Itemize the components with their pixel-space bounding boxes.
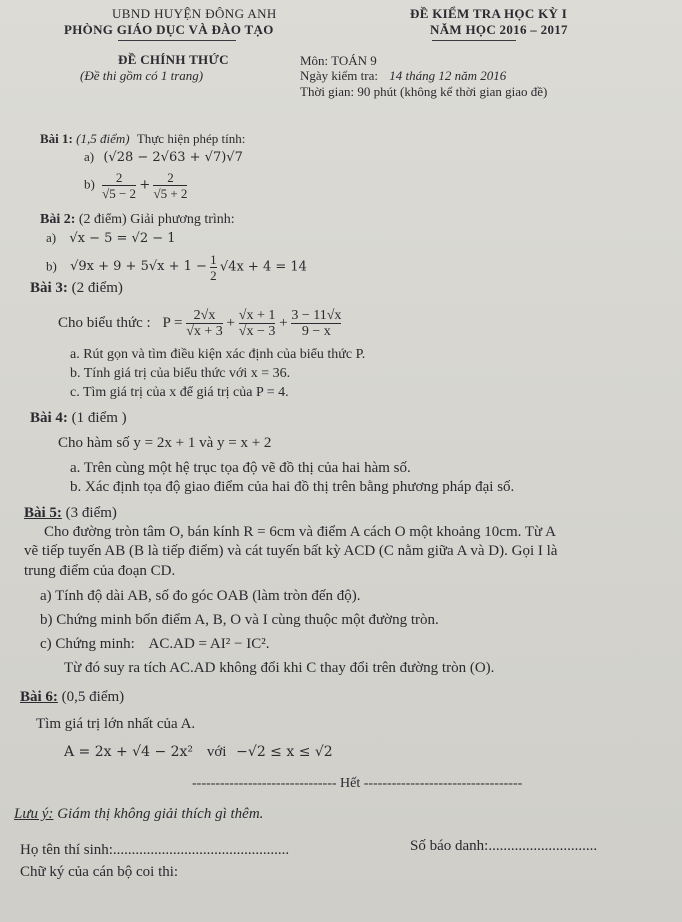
- bai5-title: Bài 5:: [24, 505, 62, 521]
- bai4-a: a. Trên cùng một hệ trục tọa độ vẽ đồ thị của hai hàm số.: [70, 460, 411, 476]
- bai2-b: [46, 252, 307, 283]
- pages-note: (Đề thi gồm có 1 trang): [80, 68, 204, 83]
- bai2-b-label: b): [46, 258, 57, 274]
- bai3-a: a. Rút gọn và tìm điều kiện xác định của biểu thức P.: [70, 347, 366, 362]
- bai1-b-fraction-2: [153, 170, 187, 201]
- bai3-plus-1: +: [226, 314, 236, 331]
- bai6-points: (0,5 điểm): [61, 689, 125, 705]
- bai3-f1-num: 2√x: [193, 308, 216, 323]
- candidate-name-label: Họ tên thí sinh:: [20, 842, 113, 858]
- bai4-heading: [30, 410, 127, 427]
- bai1-points: (1,5 điểm): [76, 131, 130, 146]
- bai1-b: [84, 170, 187, 201]
- bai3-fraction-2: [239, 308, 276, 339]
- bai2-task: Giải phương trình:: [130, 212, 235, 227]
- bai5-c-label: c) Chứng minh:: [40, 636, 135, 652]
- bai1-a-label: a): [84, 149, 95, 164]
- end-marker: [192, 776, 522, 792]
- bai3-f3-den: 9 − x: [291, 323, 341, 339]
- candidate-name: [20, 842, 289, 859]
- candidate-name-blank: ...............................................: [112, 842, 290, 858]
- end-dashes-right: ----------------------------------: [363, 776, 523, 791]
- bai3-b: b. Tính giá trị của biểu thức với x = 36.: [70, 366, 291, 381]
- bai6-cond-label: với: [206, 744, 227, 760]
- bai6-heading: [20, 689, 124, 706]
- proctor-signature: Chữ ký của cán bộ coi thi:: [20, 864, 179, 880]
- bai3-f3-num: 3 − 11√x: [291, 308, 342, 323]
- bai3-given: Cho biểu thức :: [58, 314, 151, 331]
- bai3-points: (2 điểm): [71, 280, 123, 296]
- bai5-heading: [24, 505, 117, 522]
- bai2-points: (2 điểm): [78, 212, 127, 227]
- bai3-expression: [58, 308, 341, 339]
- bai1-b-f1-den: √5 − 2: [102, 186, 137, 201]
- bai3-f2-num: √x + 1: [238, 308, 276, 323]
- bai2-a-label: a): [46, 230, 57, 245]
- student-number: [410, 838, 597, 855]
- bai5-line-1: Cho đường tròn tâm O, bán kính R = 6cm và điểm A cách O một khoảng 10cm. Từ A: [44, 524, 556, 540]
- bai5-c-expr: AC.AD = AI² − IC².: [148, 636, 270, 652]
- end-text: Hết: [340, 776, 361, 791]
- bai2-b-fraction: [210, 252, 217, 283]
- department-underline: [118, 40, 236, 41]
- subject-label: Môn: TOÁN 9: [300, 53, 377, 68]
- bai1-a: [84, 149, 243, 165]
- bai5-b: b) Chứng minh bốn điểm A, B, O và I cùng thuộc một đường tròn.: [40, 612, 439, 628]
- bai1-b-fraction-1: [102, 170, 136, 201]
- bai5-a: a) Tính độ dài AB, số đo góc OAB (làm tròn đến độ).: [40, 588, 361, 604]
- student-number-label: Số báo danh:: [410, 838, 489, 854]
- note-label: Lưu ý:: [14, 806, 54, 822]
- bai1-b-f1-num: 2: [115, 170, 123, 185]
- bai1-b-f2-den: √5 + 2: [153, 186, 188, 201]
- time-note: Thời gian: 90 phút (không kể thời gian giao đề): [300, 84, 548, 99]
- bai2-a: [46, 230, 176, 246]
- bai2-heading: [40, 212, 235, 228]
- exam-date: [300, 68, 506, 84]
- bai5-points: (3 điểm): [65, 505, 117, 521]
- bai3-plus-2: +: [279, 314, 288, 331]
- date-value: 14 tháng 12 năm 2016: [389, 68, 507, 83]
- bai3-heading: [30, 280, 123, 297]
- bai3-fraction-3: [291, 308, 341, 339]
- bai2-title: Bài 2:: [40, 212, 76, 227]
- bai4-b: b. Xác định tọa độ giao điểm của hai đồ thị trên bằng phương pháp đại số.: [70, 479, 515, 495]
- department-name: PHÒNG GIÁO DỤC VÀ ĐÀO TẠO: [64, 22, 274, 37]
- bai5-line-2: vẽ tiếp tuyến AB (B là tiếp điểm) và cát tuyến bất kỳ ACD (C nằm giữa A và D). Gọi I là: [24, 543, 558, 559]
- bai1-b-label: b): [84, 176, 95, 192]
- bai3-title: Bài 3:: [30, 280, 68, 296]
- exam-title: ĐỀ KIỂM TRA HỌC KỲ I: [410, 6, 568, 21]
- bai1-title: Bài 1:: [40, 131, 73, 146]
- bai2-a-expr: √x − 5 = √2 − 1: [69, 231, 176, 246]
- note-text: Giám thị không giải thích gì thêm.: [57, 806, 264, 822]
- school-year: NĂM HỌC 2016 – 2017: [430, 22, 568, 37]
- bai4-points: (1 điểm ): [71, 410, 127, 426]
- bai5-c: [40, 636, 269, 653]
- end-dashes-left: -------------------------------: [192, 776, 337, 791]
- note: [14, 806, 263, 823]
- bai2-b-expr-right: √4x + 4 = 14: [219, 259, 307, 275]
- bai3-f2-den: √x − 3: [238, 324, 276, 339]
- bai6-expr: A = 2x + √4 − 2x²: [64, 744, 194, 760]
- bai5-c-follow: Từ đó suy ra tích AC.AD không đổi khi C thay đổi trên đường tròn (O).: [64, 660, 495, 676]
- student-number-blank: .............................: [488, 838, 598, 854]
- bai3-f1-den: √x + 3: [186, 324, 223, 339]
- year-underline: [432, 40, 516, 41]
- bai6-expression: [64, 744, 333, 761]
- bai2-b-frac-den: 2: [210, 268, 217, 283]
- bai1-b-plus: +: [139, 177, 151, 193]
- bai5-line-3: trung điểm của đoạn CD.: [24, 563, 176, 579]
- bai1-task: Thực hiện phép tính:: [136, 131, 246, 146]
- bai1-a-expr: (√28 − 2√63 + √7)√7: [103, 150, 243, 165]
- bai4-given: Cho hàm số y = 2x + 1 và y = x + 2: [58, 435, 272, 451]
- bai1-b-f2-num: 2: [167, 170, 174, 185]
- bai6-cond: −√2 ≤ x ≤ √2: [236, 744, 333, 760]
- date-label: Ngày kiểm tra:: [300, 68, 378, 83]
- bai3-fraction-1: [186, 308, 223, 339]
- bai1-heading: [40, 131, 245, 147]
- official-label: ĐỀ CHÍNH THỨC: [118, 52, 229, 67]
- bai2-b-frac-num: 1: [210, 252, 217, 267]
- bai2-b-expr-left: √9x + 9 + 5√x + 1 −: [70, 259, 207, 275]
- bai6-task: Tìm giá trị lớn nhất của A.: [36, 716, 196, 732]
- bai3-c: c. Tìm giá trị của x để giá trị của P = 4.: [70, 385, 289, 400]
- district-name: UBND HUYỆN ĐÔNG ANH: [112, 6, 277, 21]
- bai4-title: Bài 4:: [30, 410, 68, 426]
- bai6-title: Bài 6:: [20, 689, 58, 705]
- bai3-p-eq: P =: [162, 314, 183, 331]
